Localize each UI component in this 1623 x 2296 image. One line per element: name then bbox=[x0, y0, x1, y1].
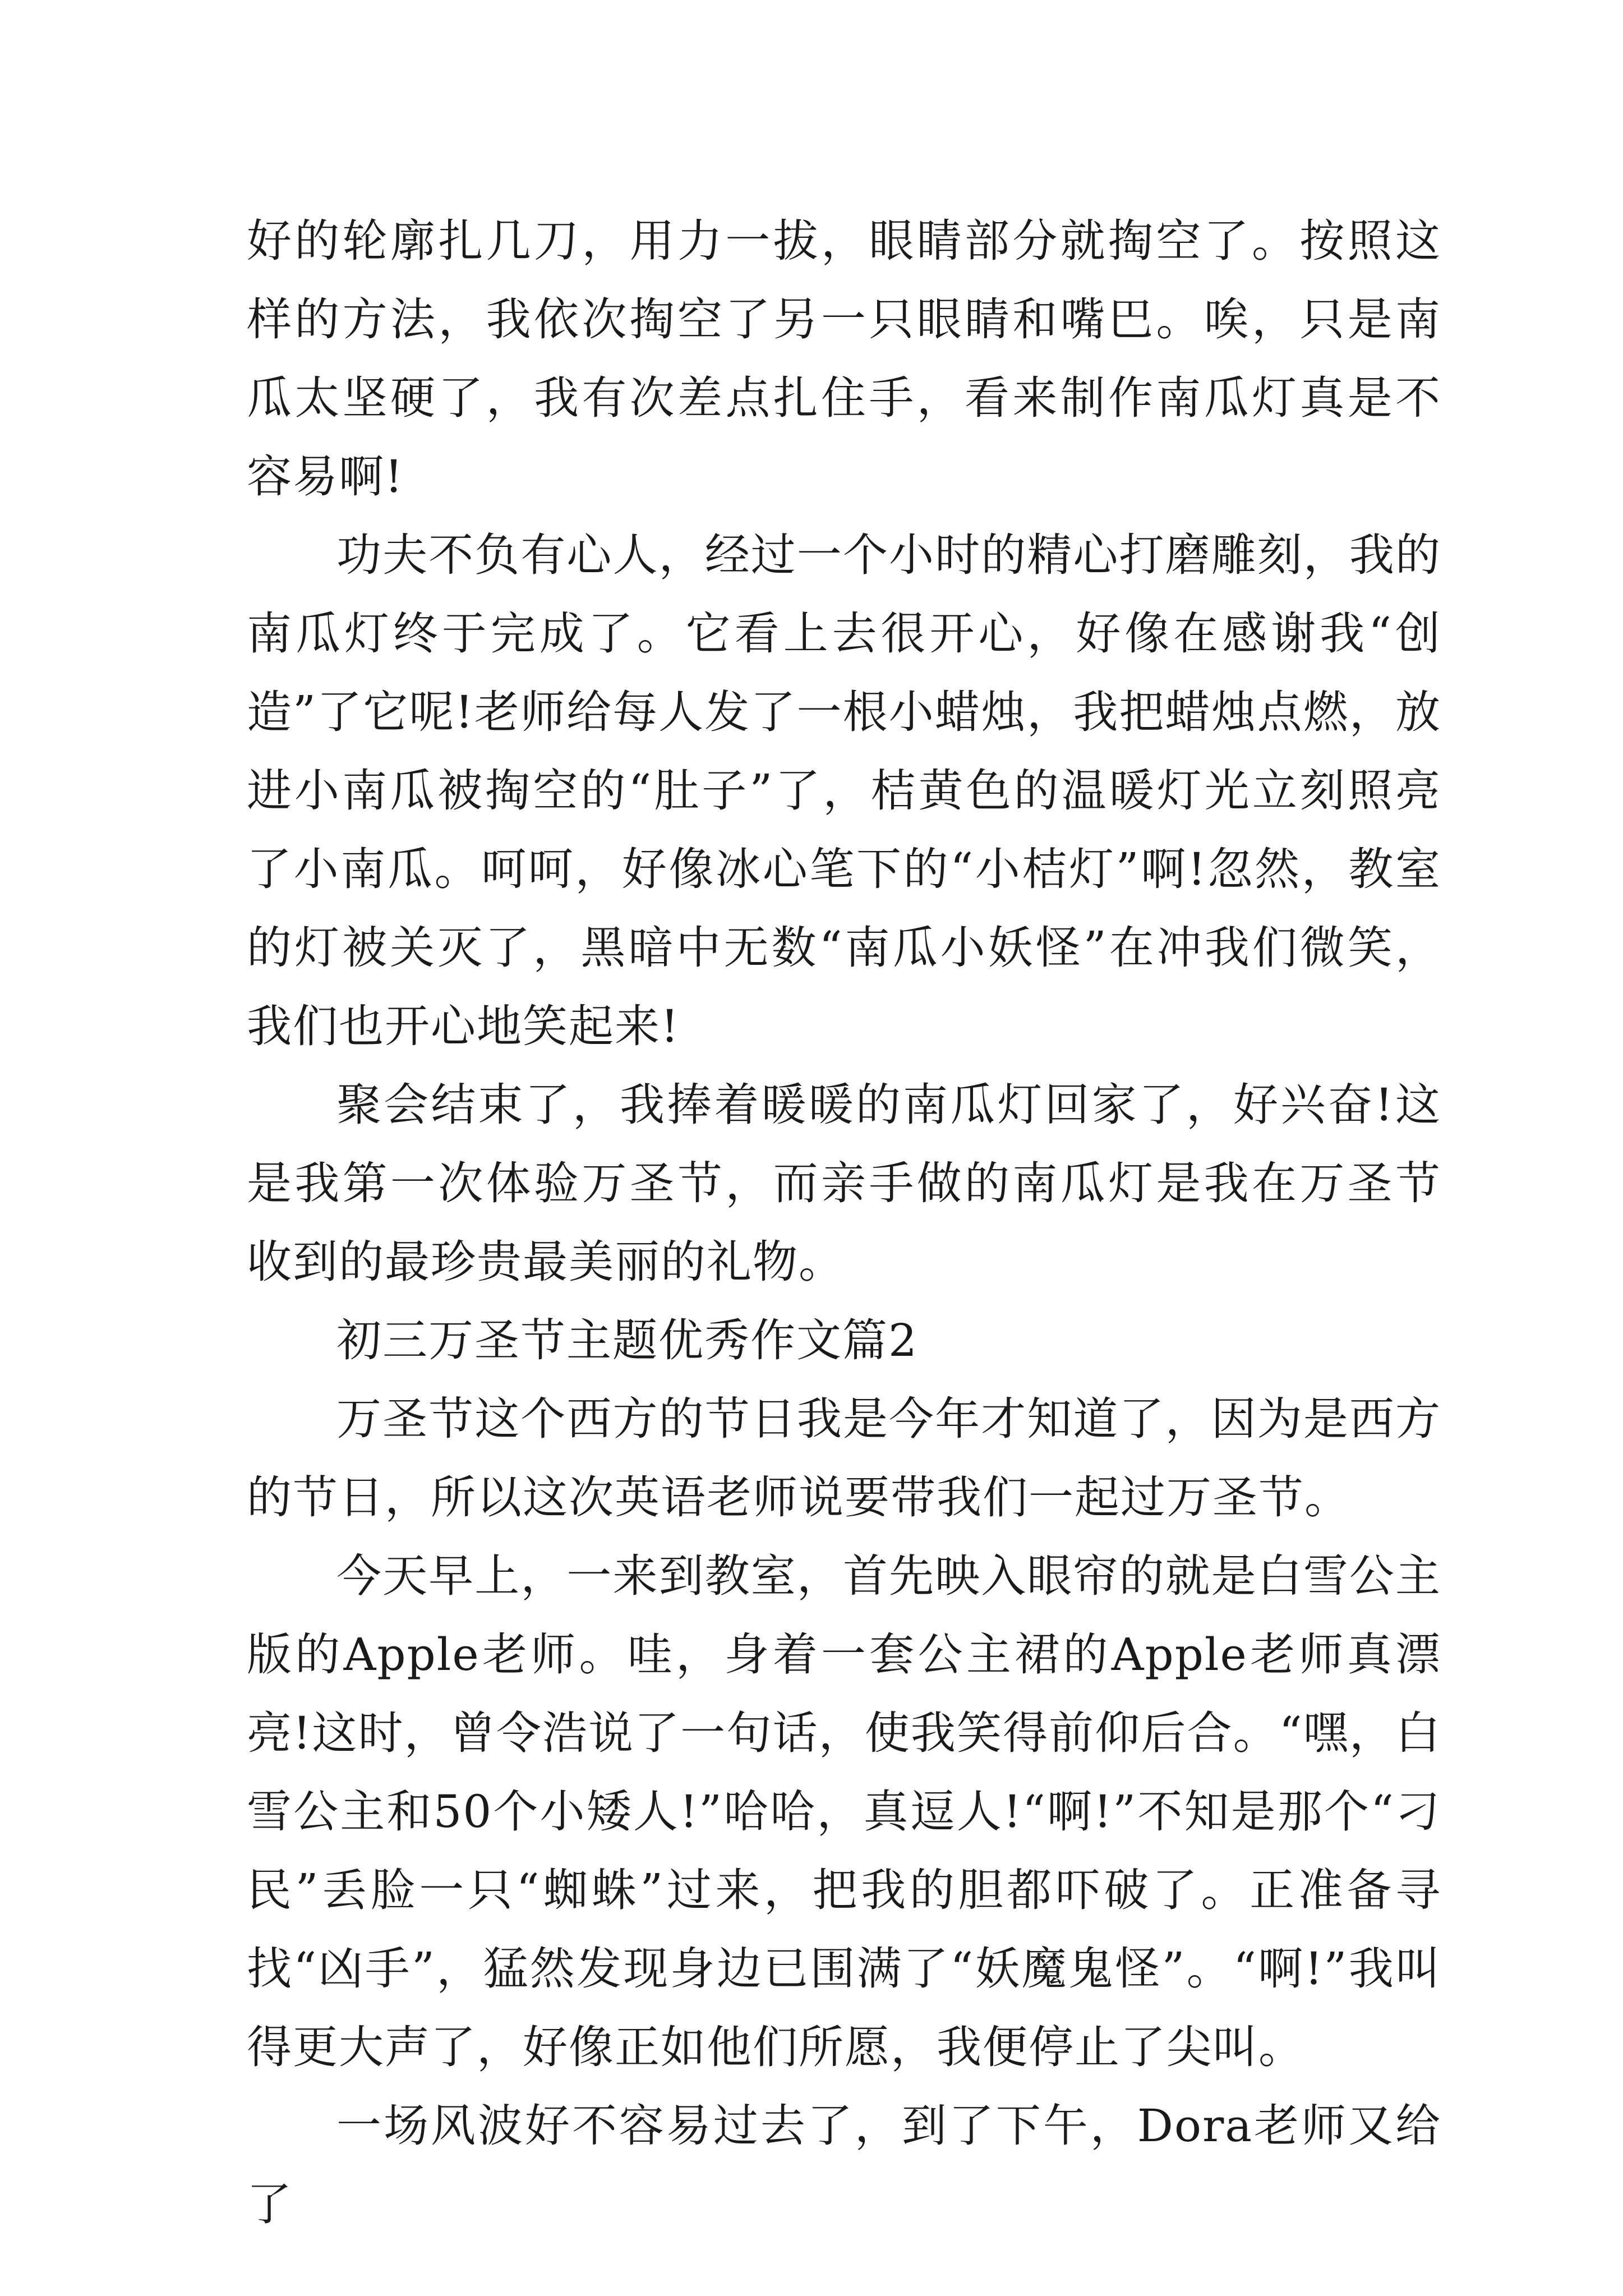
paragraph-5: 今天早上，一来到教室，首先映入眼帘的就是白雪公主版的Apple老师。哇，身着一套公主裙的Apple老师真漂亮!这时，曾令浩说了一句话，使我笑得前仰后合。“嘿，白雪公主和50个小矮人!”哈哈，真逗人!“啊!”不知是那个“刁民”丢脸一只“蜘蛛”过来，把我的胆都吓破了。正准备寻找“凶手”，猛然发现身边已围满了“妖魔鬼怪”。“啊!”我叫得更大声了，好像正如他们所愿，我便停止了尖叫。 bbox=[247, 1550, 1441, 2073]
paragraph-2: 功夫不负有心人，经过一个小时的精心打磨雕刻，我的南瓜灯终于完成了。它看上去很开心，好像在感谢我“创造”了它呢!老师给每人发了一根小蜡烛，我把蜡烛点燃，放进小南瓜被掏空的“肚子”了，桔黄色的温暖灯光立刻照亮了小南瓜。呵呵，好像冰心笔下的“小桔灯”啊!忽然，教室的灯被关灭了，黑暗中无数“南瓜小妖怪”在冲我们微笑，我们也开心地笑起来! bbox=[247, 529, 1441, 1052]
paragraph-3: 聚会结束了，我捧着暖暖的南瓜灯回家了，好兴奋!这是我第一次体验万圣节，而亲手做的南瓜灯是我在万圣节收到的最珍贵最美丽的礼物。 bbox=[247, 1079, 1441, 1288]
paragraph-4: 万圣节这个西方的节日我是今年才知道了，因为是西方的节日，所以这次英语老师说要带我们一起过万圣节。 bbox=[247, 1393, 1441, 1524]
paragraph-6: 一场风波好不容易过去了，到了下午，Dora老师又给了 bbox=[247, 2100, 1441, 2230]
paragraph-1: 好的轮廓扎几刀，用力一拔，眼睛部分就掏空了。按照这样的方法，我依次掏空了另一只眼睛和嘴巴。唉，只是南瓜太坚硬了，我有次差点扎住手，看来制作南瓜灯真是不容易啊! bbox=[247, 215, 1441, 503]
section-heading: 初三万圣节主题优秀作文篇2 bbox=[336, 1314, 918, 1366]
essay-body bbox=[247, 202, 1441, 2244]
